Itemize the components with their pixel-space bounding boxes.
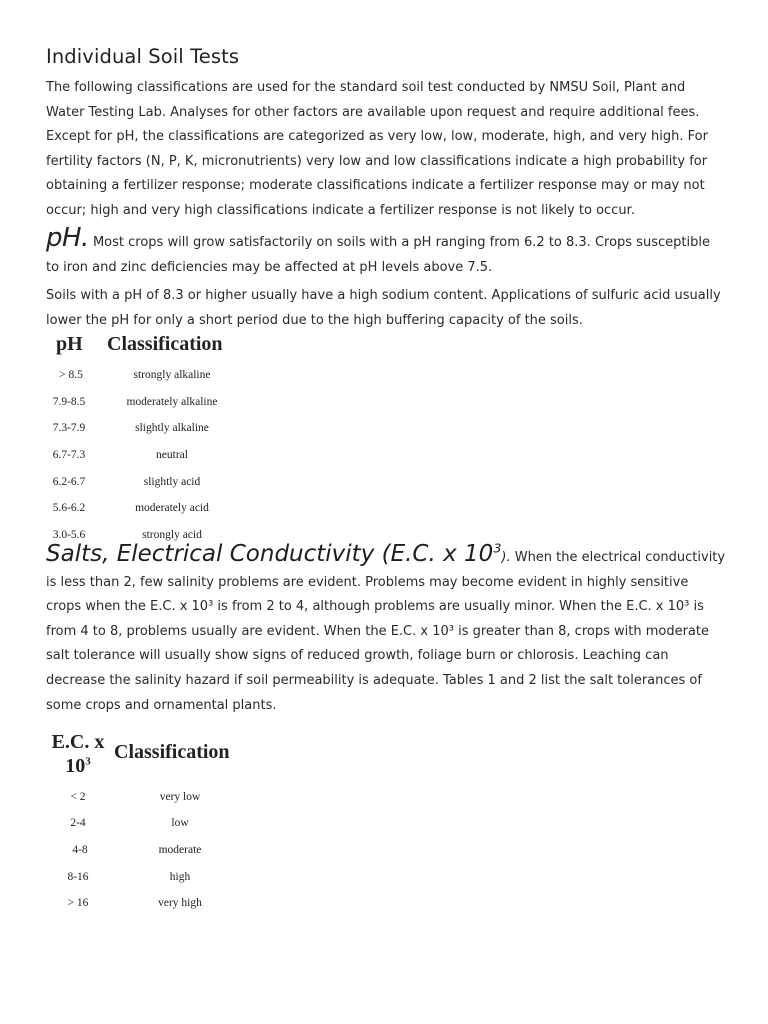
ec-header-line2: 10 <box>65 755 86 777</box>
salts-text: When the electrical conductivity is less than 2, few salinity problems are evident. Problems may become evident in highly sensitive crops when the E.C. x 10³ is from 2 to 4, although problems are usually minor. When the E.C. x 10³ is from 4 to 8, problems usually are evident. When the E.C. x 10³ is greater than 8, crops with moderate salt tolerance will usually show signs of reduced growth, foliage burn or chlorosis. Leaching can decrease the salinity hazard if soil permeability is adequate. Tables 1 and 2 list the salt tolerances of some crops and ornamental plants. <box>46 550 726 713</box>
ec-row-value: < 2 <box>70 791 86 803</box>
ph-row-value: > 8.5 <box>59 369 83 381</box>
salts-heading <box>46 541 511 567</box>
salts-paragraph <box>46 542 726 718</box>
ph-row-classification: strongly alkaline <box>133 369 211 381</box>
ph-row-classification: slightly alkaline <box>135 422 209 434</box>
ph-table-header-value: pH <box>56 333 83 355</box>
ec-table-header-value <box>44 730 112 778</box>
ec-header-line1: E.C. x <box>51 731 105 753</box>
ph-text: Most crops will grow satisfactorily on soils with a pH ranging from 6.2 to 8.3. Crops susceptible to iron and zinc deficiencies may be affected at pH levels above 7.5. <box>46 235 710 275</box>
ph-row-value: 6.7-7.3 <box>52 449 86 461</box>
ph-row-classification: moderately acid <box>135 502 209 514</box>
ec-row-value: 4-8 <box>72 844 88 856</box>
salts-heading-text: Salts, Electrical Conductivity (E.C. x 10 <box>46 541 494 567</box>
ec-header-sup: 3 <box>85 755 91 768</box>
ph-row-classification: strongly acid <box>142 529 202 541</box>
ph-row-value: 3.0-5.6 <box>52 529 86 541</box>
ph-sodium-paragraph: Soils with a pH of 8.3 or higher usually have a high sodium content. Applications of sulfuric acid usually lower the pH for only a short period due to the high buffering capacity of the soils. <box>46 288 721 328</box>
ph-row-classification: slightly acid <box>143 476 201 488</box>
ph-row-value: 5.6-6.2 <box>52 502 86 514</box>
ph-row-classification: neutral <box>156 449 188 461</box>
ec-row-value: 8-16 <box>67 871 89 883</box>
intro-paragraph: The following classifications are used for the standard soil test conducted by NMSU Soil, Plant and Water Testing Lab. Analyses for other factors are available upon request and require additional fees. Except for pH, the classifications are categorized as very low, low, moderate, high, and very high. For fertility factors (N, P, K, micronutrients) very low and low classifications indicate a high probability for obtaining a fertilizer response; moderate classifications indicate a fertilizer response may or may not occur; high and very high classifications indicate a fertilizer response is not likely to occur. <box>46 80 708 218</box>
ec-row-value: > 16 <box>67 897 89 909</box>
ec-row-classification: moderate <box>158 844 202 856</box>
ph-row-value: 6.2-6.7 <box>52 476 86 488</box>
ec-row-classification: high <box>169 871 191 883</box>
ph-heading: pH. <box>46 223 89 253</box>
salts-heading-suffix: ). <box>501 550 511 565</box>
salts-heading-sup: 3 <box>493 540 502 556</box>
ec-row-classification: low <box>171 817 189 829</box>
ph-row-value: 7.9-8.5 <box>52 396 86 408</box>
ec-row-classification: very high <box>158 897 202 909</box>
ph-paragraph <box>46 223 726 280</box>
page-title: Individual Soil Tests <box>46 45 240 68</box>
ec-row-value: 2-4 <box>70 817 86 829</box>
ec-row-classification: very low <box>159 791 201 803</box>
ph-row-classification: moderately alkaline <box>126 396 218 408</box>
ph-row-value: 7.3-7.9 <box>52 422 86 434</box>
ph-table-header-classification: Classification <box>107 333 223 355</box>
ec-table-header-classification: Classification <box>114 741 230 763</box>
